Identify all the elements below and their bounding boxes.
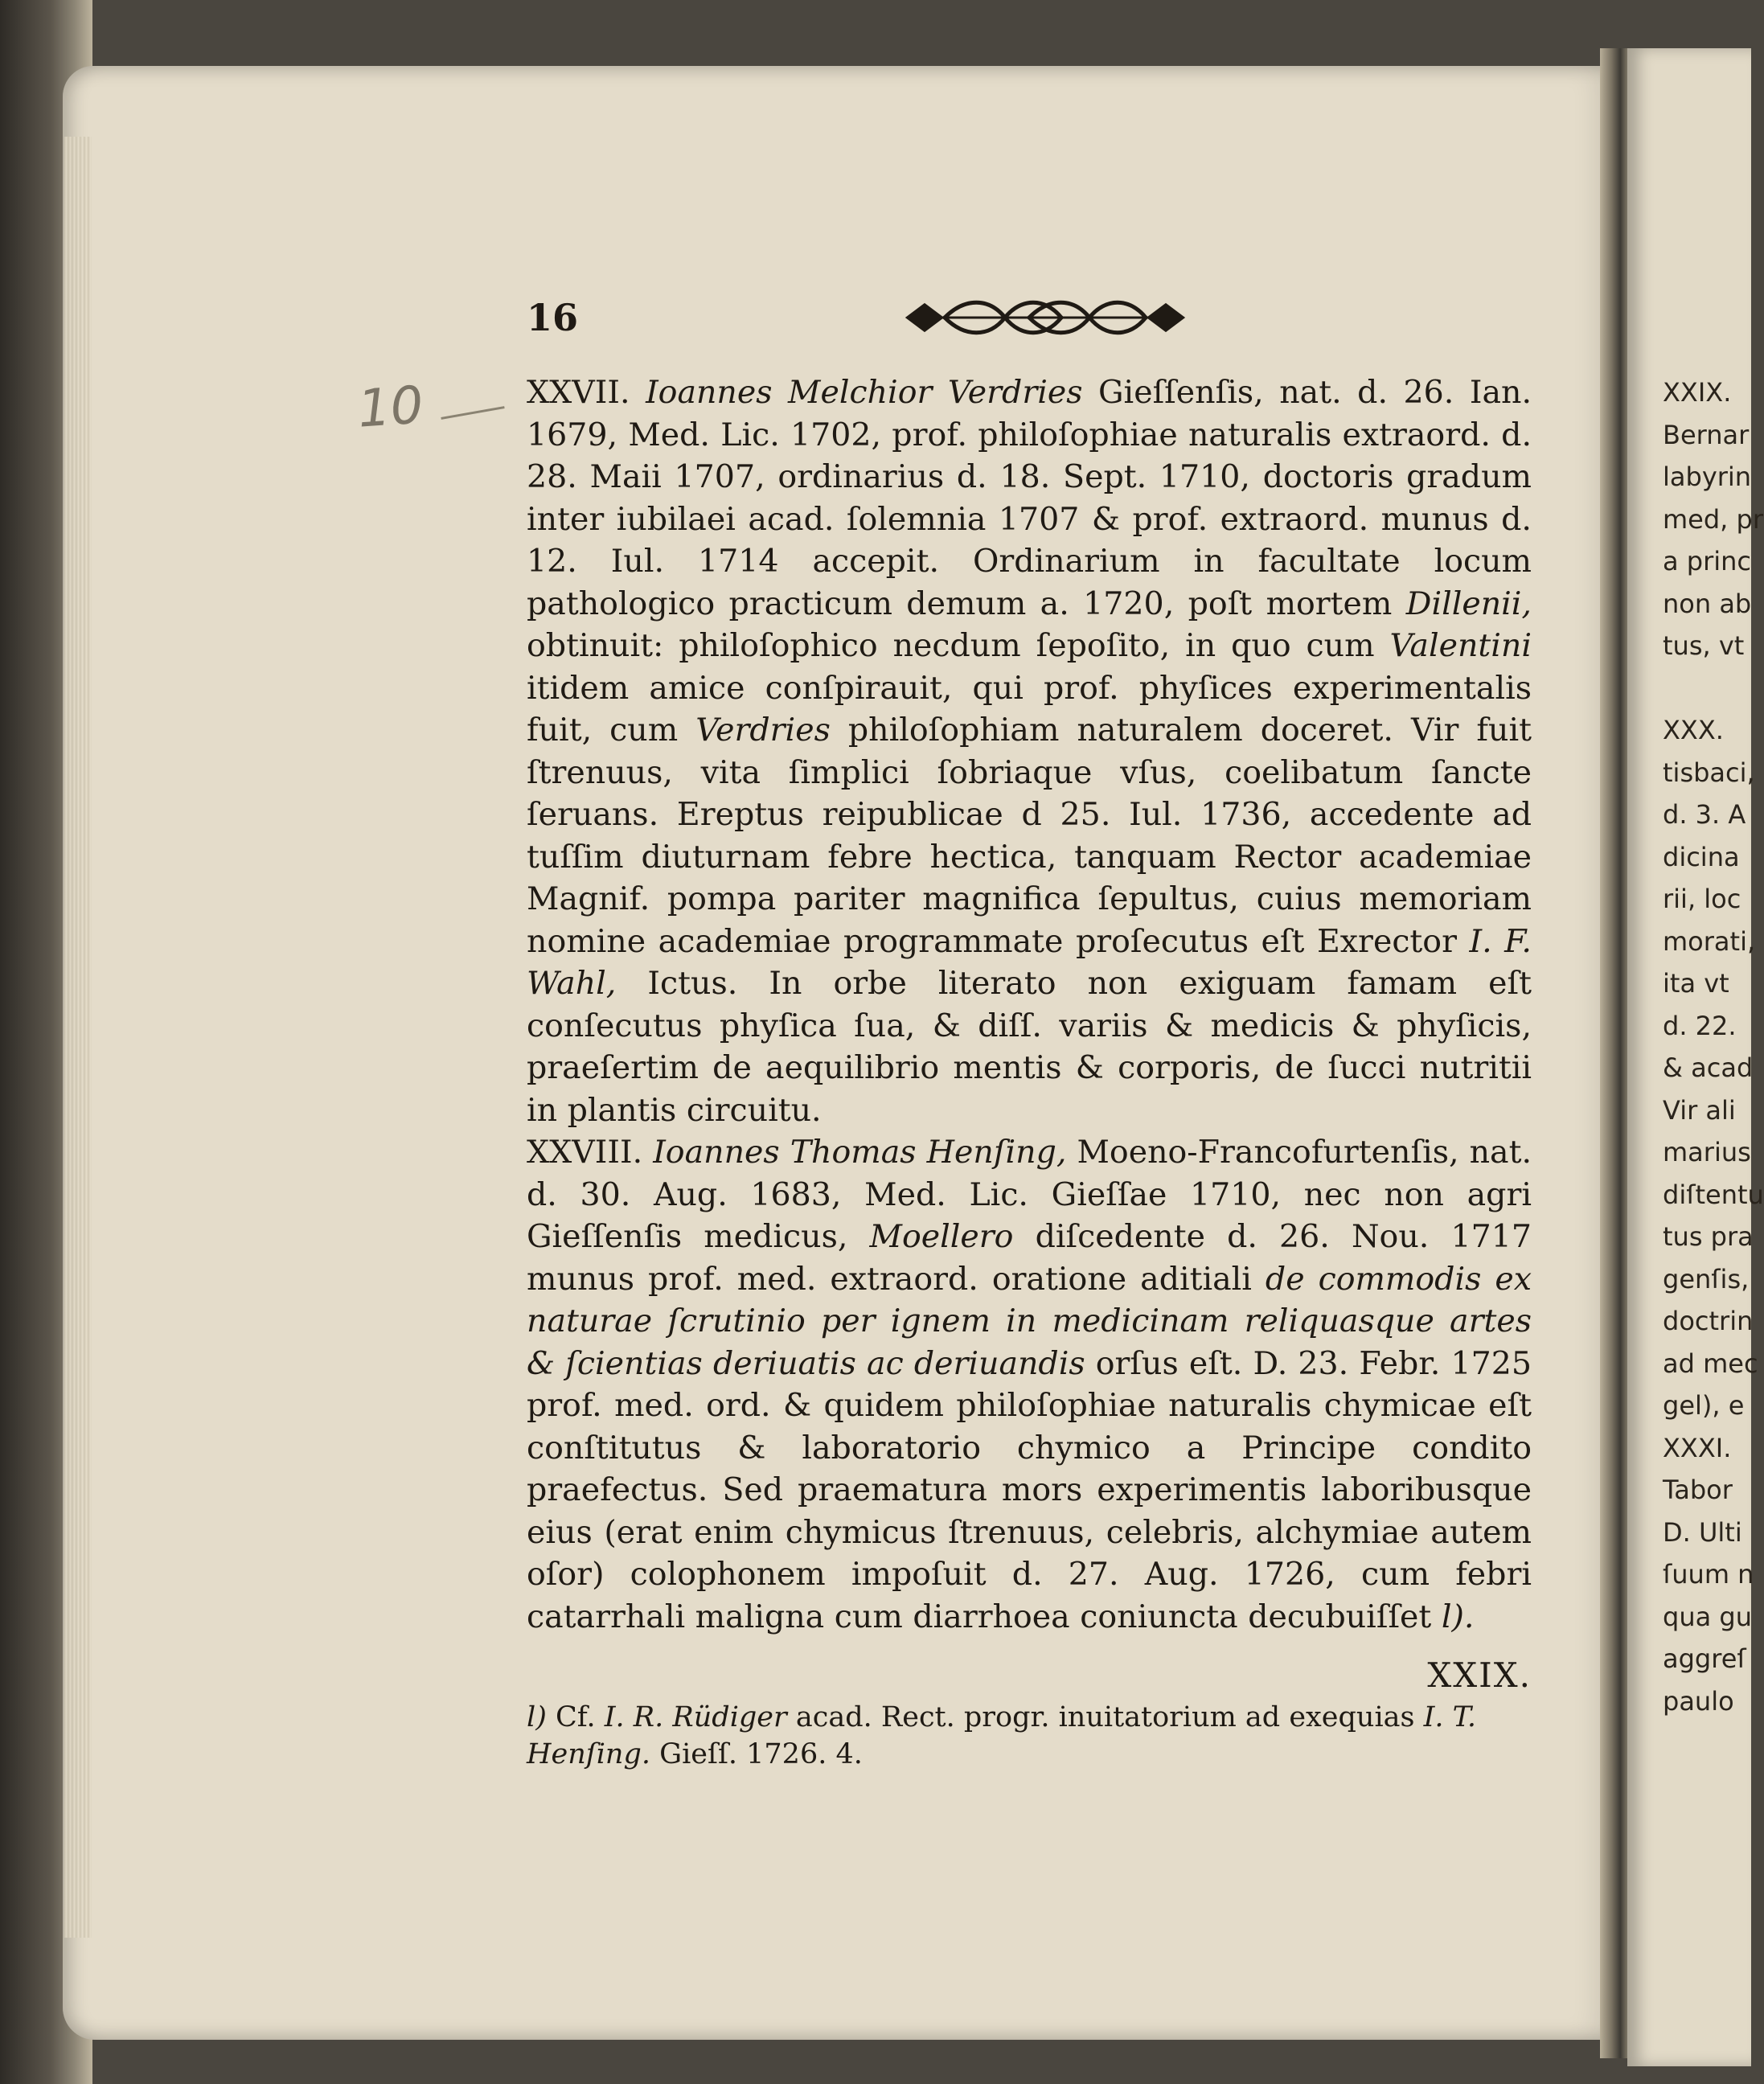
right-page-line: Vir ali	[1663, 1094, 1736, 1126]
right-page-line: labyrin	[1663, 462, 1752, 492]
entry-text: philoſophiam naturalem doceret. Vir fuit ſtrenuus, vita ſimplici ſobriaque vſus, coelibatum ſancte ſeruans. Ereptus reipublicae d 25. Iul. 1736, accedente ad tuſſim diuturnam febre hectica, tanquam Rector academiae Magnif. pompa pariter magnifica ſepultus, cuius memoriam nomine academiae programmate proſecutus eſt Exrector	[527, 712, 1532, 960]
handwritten-margin-note: 10	[355, 375, 425, 440]
entry-text: orſus eſt. D. 23. Febr. 1725 prof. med. ord. & quidem philoſophiae naturalis chymicae eſt conſtitutus & laboratorio chymico a Principe condito praefectus. Sed praematura mors experimentis laboribusque eius (erat enim chymicus ſtrenuus, celebris, alchymiae autem oſor) colophonem impoſuit d. 27. Aug. 1726, cum febri catarrhali maligna cum diarrhoea coniuncta decubuiſſet	[527, 1344, 1532, 1635]
footnote-italic: I. T. Henſing.	[527, 1701, 1476, 1770]
footnote-mark: l)	[527, 1701, 547, 1733]
person-name: Ioannes Melchior Verdries	[646, 374, 1083, 411]
entry-text: Gieſſenſis, nat. d. 26. Ian. 1679, Med. Lic. 1702, prof. philoſophiae naturalis extraord. d. 28. Maii 1707, ordinarius d. 18. Sept. 1710, doctoris gradum inter iubilaei acad. ſolemnia 1707 & prof. extraord. munus d. 12. Iul. 1714 accepit. Ordinarium in facultate locum pathologico practicum demum a. 1720, poſt mortem	[527, 374, 1532, 622]
right-page-line: ad mec	[1663, 1348, 1758, 1379]
entry-number: XXVIII.	[527, 1134, 643, 1171]
right-page-line: a princ	[1663, 546, 1752, 576]
entry-text: itidem amice conſpirauit, qui prof. phyſices experimentalis fuit, cum	[527, 669, 1532, 749]
right-page-line: morati,	[1663, 925, 1756, 957]
footnote-text: Cf.	[546, 1701, 605, 1733]
right-page-line: D. Ulti	[1663, 1516, 1742, 1548]
right-page-line: genſis,	[1663, 1263, 1750, 1294]
entry-xxvii	[527, 371, 1532, 1131]
entry-italic: I. F. Wahl,	[527, 922, 1532, 1002]
book-gutter	[1600, 48, 1629, 2058]
right-page-line: XXX.	[1663, 715, 1724, 745]
right-page-line: qua gu	[1663, 1601, 1752, 1632]
entry-xxviii	[527, 1131, 1532, 1638]
right-page-line: paulo	[1663, 1685, 1734, 1717]
entry-text: diſcedente d. 26. Nou. 1717 munus prof. med. extraord. oratione aditiali	[527, 1218, 1532, 1298]
right-page-line: & acad	[1663, 1052, 1754, 1083]
entry-text: obtinuit: philoſophico necdum ſepoſito, in quo cum	[527, 627, 1390, 664]
right-page-line: d. 3. A	[1663, 799, 1746, 830]
right-page-line: aggreſ	[1663, 1643, 1746, 1674]
right-page-line: med, pr	[1663, 503, 1763, 535]
footnote-text: acad. Rect. progr. inuitatorium ad exequias	[786, 1701, 1424, 1733]
right-page-line: Tabor	[1663, 1475, 1733, 1505]
right-page-line: XXIX.	[1663, 377, 1732, 408]
right-page-line	[1663, 667, 1751, 710]
right-page-line: non ab	[1663, 588, 1752, 619]
right-page-line: dicina	[1663, 841, 1740, 872]
right-page-line: tisbaci,	[1663, 757, 1755, 788]
page-number: 16	[527, 296, 579, 339]
entry-italic: Valentini	[1389, 627, 1532, 664]
entry-italic: Verdries	[695, 712, 831, 749]
right-page-line: d. 22.	[1663, 1010, 1737, 1041]
right-page-text-fragments	[1663, 371, 1764, 1722]
right-page-line: XXXI.	[1663, 1432, 1732, 1463]
right-page-line: ita vt	[1663, 968, 1729, 999]
entry-italic: Dillenii,	[1405, 585, 1532, 622]
right-page-line: ſuum n	[1663, 1559, 1754, 1590]
right-page-line: rii, loc	[1663, 884, 1741, 914]
entry-number: XXVII.	[527, 374, 630, 411]
page-edges	[64, 137, 92, 1938]
right-page-line: tus, vt	[1663, 630, 1745, 661]
right-page-line: doctrin	[1663, 1306, 1754, 1336]
ornament-headpiece-icon	[900, 289, 1190, 346]
person-name: Ioannes Thomas Henſing,	[653, 1134, 1067, 1171]
main-text	[527, 371, 1532, 1773]
entry-text: Moeno-Francofurtenſis, nat. d. 30. Aug. 1683, Med. Lic. Gieſſae 1710, nec non agri Gieſſenſis medicus,	[527, 1134, 1532, 1255]
entry-italic: Moellero	[869, 1218, 1014, 1255]
right-page-line: diſtentu	[1663, 1179, 1764, 1210]
right-page-line: gel), e	[1663, 1390, 1745, 1421]
entry-text: Ictus. In orbe literato non exiguam famam eſt conſecutus phyſica ſua, & diſſ. variis & medicis & phyſicis, praeſertim de aequilibrio mentis & corporis, de ſucci nutritii in plantis circuitu.	[527, 965, 1532, 1129]
right-page-line: tus pra	[1663, 1221, 1754, 1252]
entry-italic: l).	[1441, 1598, 1475, 1635]
footnote	[527, 1699, 1532, 1773]
footnote-text: Gieſſ. 1726. 4.	[650, 1738, 863, 1770]
right-page-line: marius	[1663, 1137, 1751, 1167]
entry-italic: de commodis ex naturae ſcrutinio per ignem in medicinam reliquasque artes & ſcientias deriuatis ac deriuandis	[527, 1260, 1532, 1382]
footnote-italic: I. R. Rüdiger	[604, 1701, 787, 1733]
right-page-line: Bernar	[1663, 419, 1750, 450]
catchword: XXIX.	[1427, 1655, 1532, 1695]
